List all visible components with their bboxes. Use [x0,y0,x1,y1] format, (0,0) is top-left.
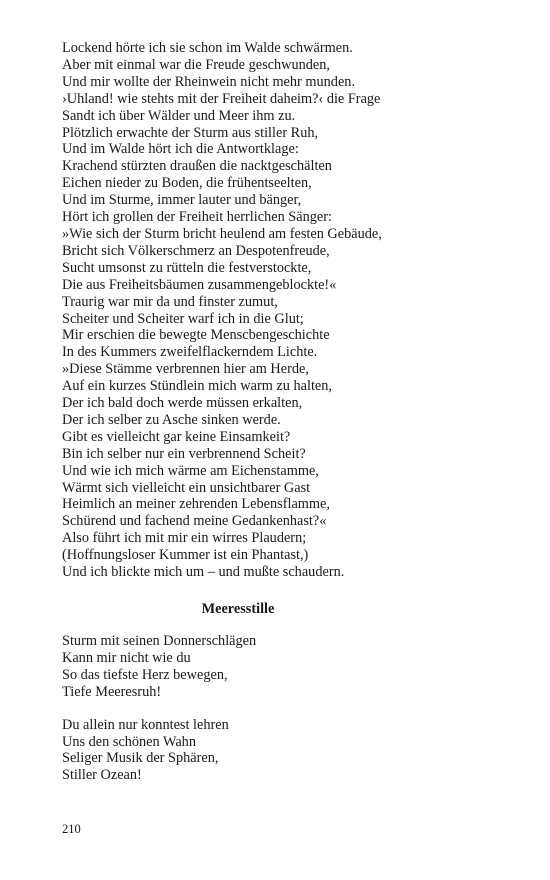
poem-line: Plötzlich erwachte der Sturm aus stiller Ruh, [62,124,319,141]
poem-line: Und im Walde hört ich die Antwortklage: [62,141,299,158]
poem-line: Eichen nieder zu Boden, die frühentseelten, [62,175,312,192]
poem-line: Aber mit einmal war die Freude geschwunden, [62,56,330,73]
poem-line: In des Kummers zweifelflackerndem Lichte. [62,344,318,361]
poem-line: Und im Sturme, immer lauter und bänger, [62,192,302,209]
poem-line: So das tiefste Herz bewegen, [62,666,228,683]
poem-line: Traurig war mir da und finster zumut, [62,293,278,310]
poem-line: Kann mir nicht wie du [62,649,191,666]
poem-line: Sturm mit seinen Donnerschlägen [62,633,257,649]
poem-line: Sucht umsonst zu rütteln die festverstockte, [62,259,312,276]
poem-line: Krachend stürzten draußen die nacktgeschälten [62,158,332,175]
poem-line: (Hoffnungsloser Kummer ist ein Phantast,) [62,547,309,564]
poem-line: Gibt es vielleicht gar keine Einsamkeit? [62,428,291,445]
poem-line: Uns den schönen Wahn [62,733,196,750]
poem-line: Stiller Ozean! [62,767,142,784]
poem-line: ›Uhland! wie stehts mit der Freiheit daheim?‹ die Frage [62,90,381,107]
poem-line: Scheiter und Scheiter warf ich in die Glut; [62,310,304,327]
poem-line: Heimlich an meiner zehrenden Lebensflamme, [62,496,330,513]
poem-line: Auf ein kurzes Stündlein mich warm zu halten, [62,378,332,395]
poem-line: Seliger Musik der Sphären, [62,750,219,767]
poem-line: Bin ich selber nur ein verbrennend Scheit? [62,445,306,462]
poem-line: Also führt ich mit mir ein wirres Plaudern; [62,530,307,547]
poem-line: Lockend hörte ich sie schon im Walde schwärmen. [62,40,353,56]
poem-line: Hört ich grollen der Freiheit herrlichen Sänger: [62,209,332,226]
poem-line: Mir erschien die bewegte Menscbengeschichte [62,327,330,344]
poem-title: Meeresstille [201,601,275,617]
poem-stanza [62,717,502,785]
poem-line: Bricht sich Völkerschmerz an Despotenfreude, [62,242,330,259]
poem-line: Und mir wollte der Rheinwein nicht mehr munden. [62,73,356,90]
poem-line: Wärmt sich vielleicht ein unsichtbarer Gast [62,479,311,496]
poem-line: Tiefe Meeresruh! [62,683,162,700]
poem-line: Du allein nur konntest lehren [62,716,229,733]
poem-line: Der ich bald doch werde müssen erkalten, [62,395,303,412]
poem-continuation [62,40,502,581]
poem-line: Die aus Freiheitsbäumen zusammengeblockte!« [62,276,337,293]
poem-line: Der ich selber zu Asche sinken werde. [62,411,281,428]
poem-line: Schürend und fachend meine Gedankenhast?« [62,513,327,530]
poem-line: Sandt ich über Wälder und Meer ihm zu. [62,107,296,124]
poem-stanza [62,633,502,701]
poem-line: »Diese Stämme verbrennen hier am Herde, [62,361,309,378]
poem-line: Und ich blickte mich um – und mußte schaudern. [62,564,345,581]
page-content [62,40,502,784]
poem-line: Und wie ich mich wärme am Eichenstamme, [62,462,319,479]
page-number: 210 [62,822,81,836]
poem-line: »Wie sich der Sturm bricht heulend am festen Gebäude, [62,225,382,242]
stanza-divider [62,701,502,717]
